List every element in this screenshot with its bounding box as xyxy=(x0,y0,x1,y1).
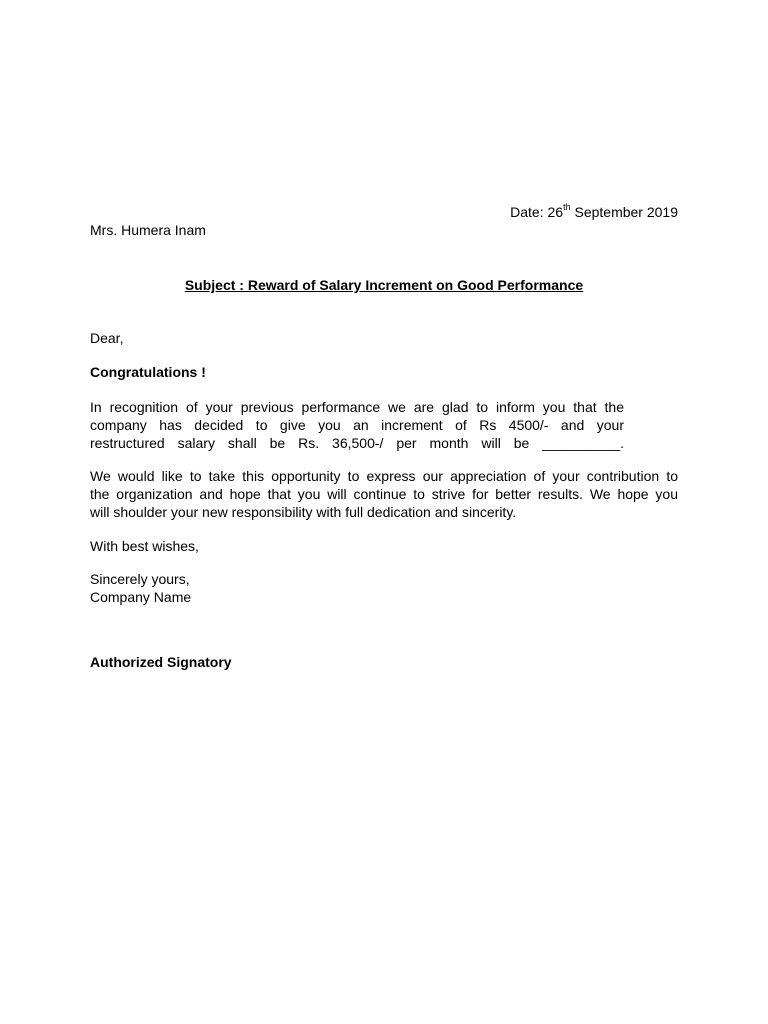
salutation: Dear, xyxy=(90,330,124,346)
letter-date xyxy=(510,203,678,221)
paragraph-appreciation-line: the organization and hope that you will continue to strive for better results. We hope you xyxy=(90,486,678,502)
paragraph-increment-line: In recognition of your previous performance we are glad to inform you that the xyxy=(90,399,624,415)
subject-line: Subject : Reward of Salary Increment on Good Performance xyxy=(184,277,584,293)
paragraph-appreciation xyxy=(90,467,678,521)
paragraph-increment-line: restructured salary shall be Rs. 36,500-/ per month will be __________. xyxy=(90,435,624,451)
date-suffix: September 2019 xyxy=(570,204,678,220)
paragraph-increment-line: company has decided to give you an increment of Rs 4500/- and your xyxy=(90,417,624,433)
paragraph-appreciation-line: will shoulder your new responsibility with full dedication and sincerity. xyxy=(90,504,517,520)
closing-line: Sincerely yours, xyxy=(90,571,190,587)
congratulations-line: Congratulations ! xyxy=(90,364,206,380)
paragraph-increment xyxy=(90,398,624,452)
date-prefix: Date: 26 xyxy=(510,204,564,220)
best-wishes: With best wishes, xyxy=(90,538,199,554)
date-superscript: th xyxy=(563,202,571,213)
paragraph-appreciation-line: We would like to take this opportunity to express our appreciation of your contribution to xyxy=(90,468,678,484)
recipient-name: Mrs. Humera Inam xyxy=(90,222,206,238)
authorized-signatory: Authorized Signatory xyxy=(90,654,232,670)
company-name: Company Name xyxy=(90,589,192,605)
